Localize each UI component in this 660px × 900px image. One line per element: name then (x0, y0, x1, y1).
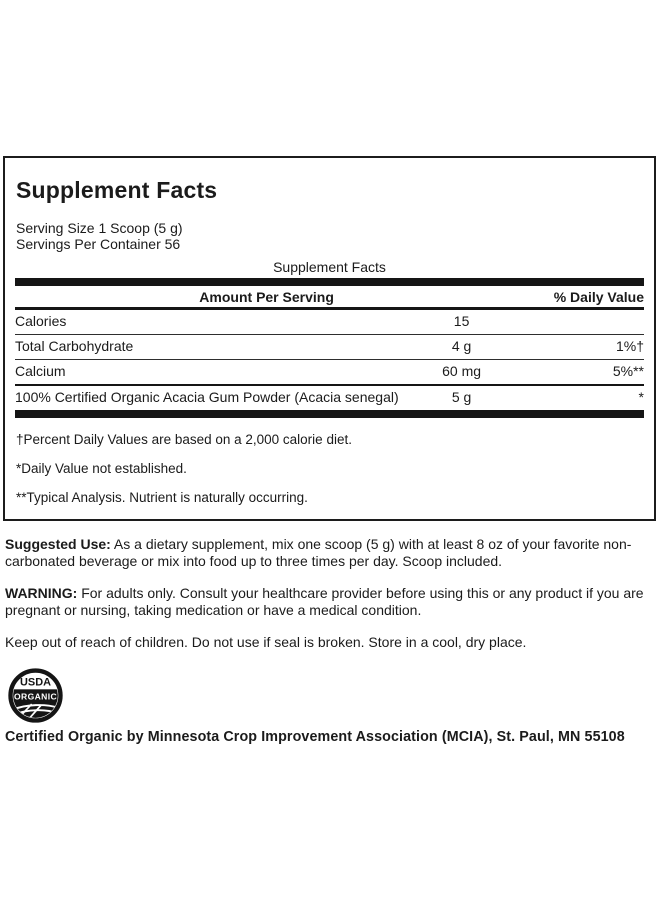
nutrient-daily-value: 1%† (518, 335, 644, 360)
table-row-carbohydrate (15, 335, 644, 360)
nutrient-daily-value: * (518, 385, 644, 410)
divider-thick-top (15, 278, 644, 286)
footnote-typical-analysis: **Typical Analysis. Nutrient is naturally occurring. (16, 490, 308, 505)
warning-text: For adults only. Consult your healthcare provider before using this or any product if you are pregnant or nursing, taking medication or have a medical condition. (5, 585, 644, 618)
nutrient-daily-value: 5%** (518, 360, 644, 386)
nutrient-amount: 15 (453, 313, 470, 329)
suggested-use-paragraph (5, 536, 653, 570)
table-header-row (15, 286, 644, 309)
table-row-calcium (15, 360, 644, 386)
nutrient-amount: 60 mg (405, 360, 518, 386)
column-header-amount-per-serving: Amount Per Serving (15, 286, 518, 309)
nutrition-table (15, 286, 644, 410)
table-row-acacia-gum-powder (15, 385, 644, 410)
storage-instructions: Keep out of reach of children. Do not use if seal is broken. Store in a cool, dry place. (5, 634, 527, 650)
nutrient-name: Total Carbohydrate (15, 335, 405, 360)
warning-paragraph (5, 585, 653, 619)
nutrient-name: Calories (15, 313, 67, 329)
nutrient-amount: 5 g (405, 385, 518, 410)
warning-label: WARNING: (5, 585, 78, 601)
label-lower-section (5, 536, 653, 745)
panel-subheading: Supplement Facts (273, 259, 386, 275)
servings-per-container: Servings Per Container 56 (16, 236, 181, 252)
usda-organic-seal-icon (7, 667, 64, 724)
divider-thick-bottom (15, 410, 644, 418)
seal-organic-text: ORGANIC (13, 691, 58, 702)
nutrient-name: 100% Certified Organic Acacia Gum Powder (Acacia senegal) (15, 385, 405, 410)
nutrient-amount: 4 g (405, 335, 518, 360)
suggested-use-label: Suggested Use: (5, 536, 111, 552)
serving-size: Serving Size 1 Scoop (5 g) (16, 220, 183, 236)
nutrient-name: Calcium (15, 360, 405, 386)
suggested-use-text: As a dietary supplement, mix one scoop (5 g) with at least 8 oz of your favorite non-carbonated beverage or mix into food up to three times per day. Scoop included. (5, 536, 632, 569)
supplement-facts-panel (3, 156, 656, 521)
panel-title: Supplement Facts (16, 177, 218, 203)
nutrient-daily-value (518, 309, 644, 335)
footnote-daily-values: †Percent Daily Values are based on a 2,000 calorie diet. (16, 432, 352, 447)
footnote-dv-not-established: *Daily Value not established. (16, 461, 187, 476)
certifier-statement: Certified Organic by Minnesota Crop Improvement Association (MCIA), St. Paul, MN 55108 (5, 729, 625, 745)
seal-usda-text: USDA (20, 676, 51, 689)
column-header-daily-value: % Daily Value (518, 286, 644, 309)
table-row-calories (15, 309, 644, 335)
